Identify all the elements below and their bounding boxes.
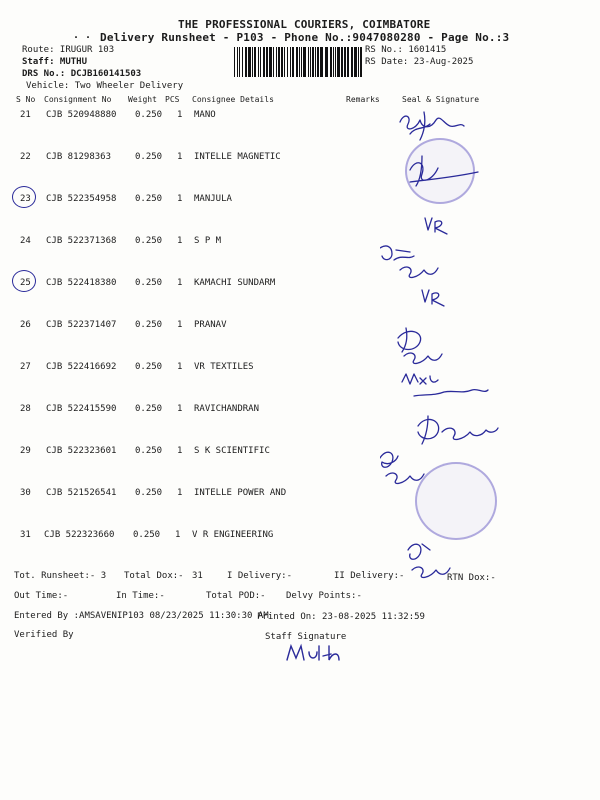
row-consignee: MANJULA xyxy=(194,194,232,204)
row-weight: 0.250 xyxy=(133,530,161,540)
handwritten-circle-23 xyxy=(12,186,36,208)
total-dox-label: Total Dox:- xyxy=(124,571,184,581)
row-consignee: INTELLE POWER AND xyxy=(194,488,287,498)
row-sno: 28 xyxy=(20,404,31,414)
row-consignee: PRANAV xyxy=(194,320,227,330)
row-consignment: CJB 522371368 xyxy=(46,236,117,246)
rs-number: RS No.: 1601415 xyxy=(365,45,447,55)
route-label: Route: IRUGUR 103 xyxy=(22,45,115,55)
row-pcs: 1 xyxy=(177,362,183,372)
row-consignee: V R ENGINEERING xyxy=(192,530,274,540)
total-dox-value: 31 xyxy=(192,571,203,581)
row-pcs: 1 xyxy=(177,488,183,498)
row-consignee: VR TEXTILES xyxy=(194,362,254,372)
row-consignment: CJB 522415590 xyxy=(46,404,117,414)
row-sno: 31 xyxy=(20,530,31,540)
rs-date: RS Date: 23-Aug-2025 xyxy=(365,57,474,67)
col-seal-signature: Seal & Signature xyxy=(402,95,480,104)
delvy-points-label: Delvy Points:- xyxy=(286,591,362,601)
entered-by: Entered By :AMSAVENIP103 08/23/2025 11:30:30 AM xyxy=(14,611,269,621)
row-weight: 0.250 xyxy=(135,446,163,456)
row-weight: 0.250 xyxy=(135,278,163,288)
row-pcs: 1 xyxy=(177,278,183,288)
col-weight: Weight xyxy=(128,95,157,104)
out-time-label: Out Time:- xyxy=(14,591,69,601)
row-pcs: 1 xyxy=(177,404,183,414)
row-consignment: CJB 81298363 xyxy=(46,152,112,162)
row-sno: 27 xyxy=(20,362,31,372)
header-marks: . . xyxy=(73,30,92,41)
runsheet-title: Delivery Runsheet - P103 - Phone No.:9047080280 - Page No.:3 xyxy=(100,31,510,44)
company-name: THE PROFESSIONAL COURIERS, COIMBATORE xyxy=(178,18,431,31)
row-weight: 0.250 xyxy=(135,194,163,204)
row-consignment: CJB 522323601 xyxy=(46,446,117,456)
staff-label: Staff: MUTHU xyxy=(22,57,88,67)
row-consignee: RAVICHANDRAN xyxy=(194,404,260,414)
col-consignment: Consignment No xyxy=(44,95,112,104)
row-pcs: 1 xyxy=(177,152,183,162)
row-sno: 21 xyxy=(20,110,31,120)
row-pcs: 1 xyxy=(177,194,183,204)
row-sno: 22 xyxy=(20,152,31,162)
printed-on: Printed On: 23-08-2025 11:32:59 xyxy=(257,612,425,622)
row-consignment: CJB 522418380 xyxy=(46,278,117,288)
col-sno: S No xyxy=(16,95,36,104)
row-weight: 0.250 xyxy=(135,404,163,414)
col-consignee: Consignee Details xyxy=(192,95,274,104)
handwritten-signatures xyxy=(380,100,520,590)
rtn-dox-label: RTN Dox:- xyxy=(447,573,496,583)
row-pcs: 1 xyxy=(177,236,183,246)
row-consignee: S P M xyxy=(194,236,222,246)
vehicle-label: Vehicle: Two Wheeler Delivery xyxy=(26,81,184,91)
verified-by-label: Verified By xyxy=(14,630,74,640)
staff-signature-label: Staff Signature xyxy=(265,632,347,642)
handwritten-circle-25 xyxy=(12,270,36,292)
row-weight: 0.250 xyxy=(135,488,163,498)
row-consignment: CJB 520948880 xyxy=(46,110,117,120)
row-consignment: CJB 522371407 xyxy=(46,320,117,330)
row-pcs: 1 xyxy=(175,530,181,540)
ii-delivery-label: II Delivery:- xyxy=(334,571,405,581)
total-pod-label: Total POD:- xyxy=(206,591,266,601)
row-consignee: INTELLE MAGNETIC xyxy=(194,152,281,162)
col-remarks: Remarks xyxy=(346,95,380,104)
row-sno: 26 xyxy=(20,320,31,330)
row-consignment: CJB 522323660 xyxy=(44,530,115,540)
in-time-label: In Time:- xyxy=(116,591,165,601)
row-weight: 0.250 xyxy=(135,362,163,372)
row-consignee: S K SCIENTIFIC xyxy=(194,446,270,456)
row-weight: 0.250 xyxy=(135,320,163,330)
row-pcs: 1 xyxy=(177,110,183,120)
col-pcs: PCS xyxy=(165,95,180,104)
barcode-image xyxy=(234,47,362,77)
row-consignment: CJB 521526541 xyxy=(46,488,117,498)
row-consignment: CJB 522354958 xyxy=(46,194,117,204)
staff-signature-ink xyxy=(285,642,355,666)
row-consignment: CJB 522416692 xyxy=(46,362,117,372)
row-sno: 30 xyxy=(20,488,31,498)
i-delivery-label: I Delivery:- xyxy=(227,571,293,581)
row-consignee: MANO xyxy=(194,110,216,120)
row-consignee: KAMACHI SUNDARM xyxy=(194,278,276,288)
row-pcs: 1 xyxy=(177,320,183,330)
drs-number: DRS No.: DCJB160141503 xyxy=(22,69,142,79)
row-pcs: 1 xyxy=(177,446,183,456)
row-sno: 23 xyxy=(20,194,31,204)
tot-runsheet: Tot. Runsheet:- 3 xyxy=(14,571,107,581)
row-weight: 0.250 xyxy=(135,236,163,246)
row-sno: 29 xyxy=(20,446,31,456)
row-sno: 25 xyxy=(20,278,31,288)
row-weight: 0.250 xyxy=(135,110,163,120)
row-sno: 24 xyxy=(20,236,31,246)
row-weight: 0.250 xyxy=(135,152,163,162)
